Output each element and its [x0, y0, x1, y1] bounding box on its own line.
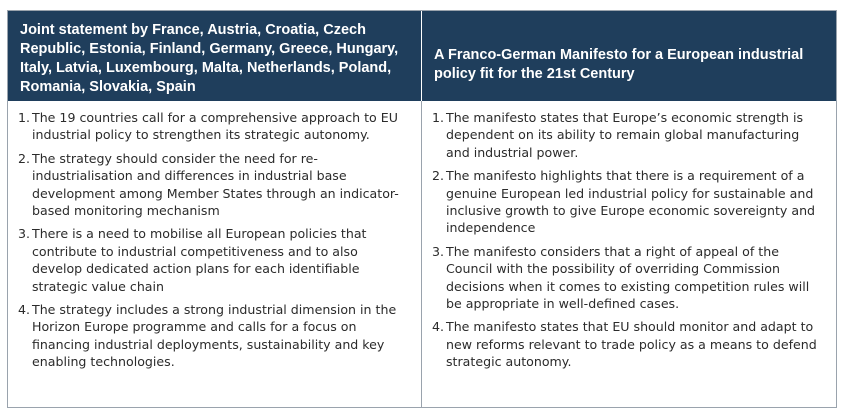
- item-text: The strategy should consider the need for re-industrialisation and differences in industrial base development among Member States through an indicator-based monitoring mechanism: [32, 150, 399, 219]
- list-item: [18, 150, 411, 220]
- item-text: The 19 countries call for a comprehensive approach to EU industrial policy to strengthen its strategic autonomy.: [32, 110, 398, 143]
- right-column-header: [422, 11, 836, 101]
- item-text: The manifesto considers that a right of appeal of the Council with the possibility of overriding Commission decisions when it comes to existing competition rules will be appropriate in well-defined cases.: [446, 243, 810, 312]
- right-column-body: [422, 101, 836, 407]
- list-item: [432, 243, 826, 313]
- list-item: [18, 109, 411, 144]
- item-number: 2.: [18, 150, 31, 166]
- item-text: The manifesto highlights that there is a requirement of a genuine European led industrial policy for sustainable and inclusive growth to give Europe economic sovereignty and independence: [446, 168, 816, 236]
- list-item: [432, 318, 826, 370]
- list-item: [432, 167, 826, 237]
- left-column-header: Joint statement by France, Austria, Croatia, Czech Republic, Estonia, Finland, Germany, Greece, Hungary, Italy, Latvia, Luxembourg, Malta, Netherlands, Poland, Romania, Slovakia, Spain: [8, 11, 422, 101]
- item-text: The manifesto states that EU should monitor and adapt to new reforms relevant to trade policy as a means to defend strategic autonomy.: [446, 319, 817, 370]
- left-column-body: [8, 101, 422, 407]
- item-text: The strategy includes a strong industrial dimension in the Horizon Europe programme and calls for a focus on financing industrial deployments, sustainability and key enabling technologies.: [32, 302, 397, 370]
- item-number: 1.: [432, 110, 445, 125]
- item-number: 2.: [432, 168, 445, 184]
- comparison-table: [7, 10, 837, 408]
- item-text: There is a need to mobilise all European policies that contribute to industrial competitiveness and to also develop dedicated action plans for each identifiable strategic value chain: [32, 226, 367, 294]
- list-item: [18, 225, 411, 295]
- right-column-header-text: A Franco-German Manifesto for a European industrial policy fit for the 21st Century: [434, 47, 804, 82]
- item-number: 4.: [18, 302, 31, 318]
- item-number: 1.: [18, 110, 31, 125]
- list-item: [18, 301, 411, 371]
- list-item: [432, 109, 826, 161]
- item-number: 3.: [18, 226, 31, 242]
- item-number: 4.: [432, 319, 445, 335]
- item-text: The manifesto states that Europe’s economic strength is dependent on its ability to remain global manufacturing and industrial power.: [446, 110, 804, 160]
- item-number: 3.: [432, 243, 445, 259]
